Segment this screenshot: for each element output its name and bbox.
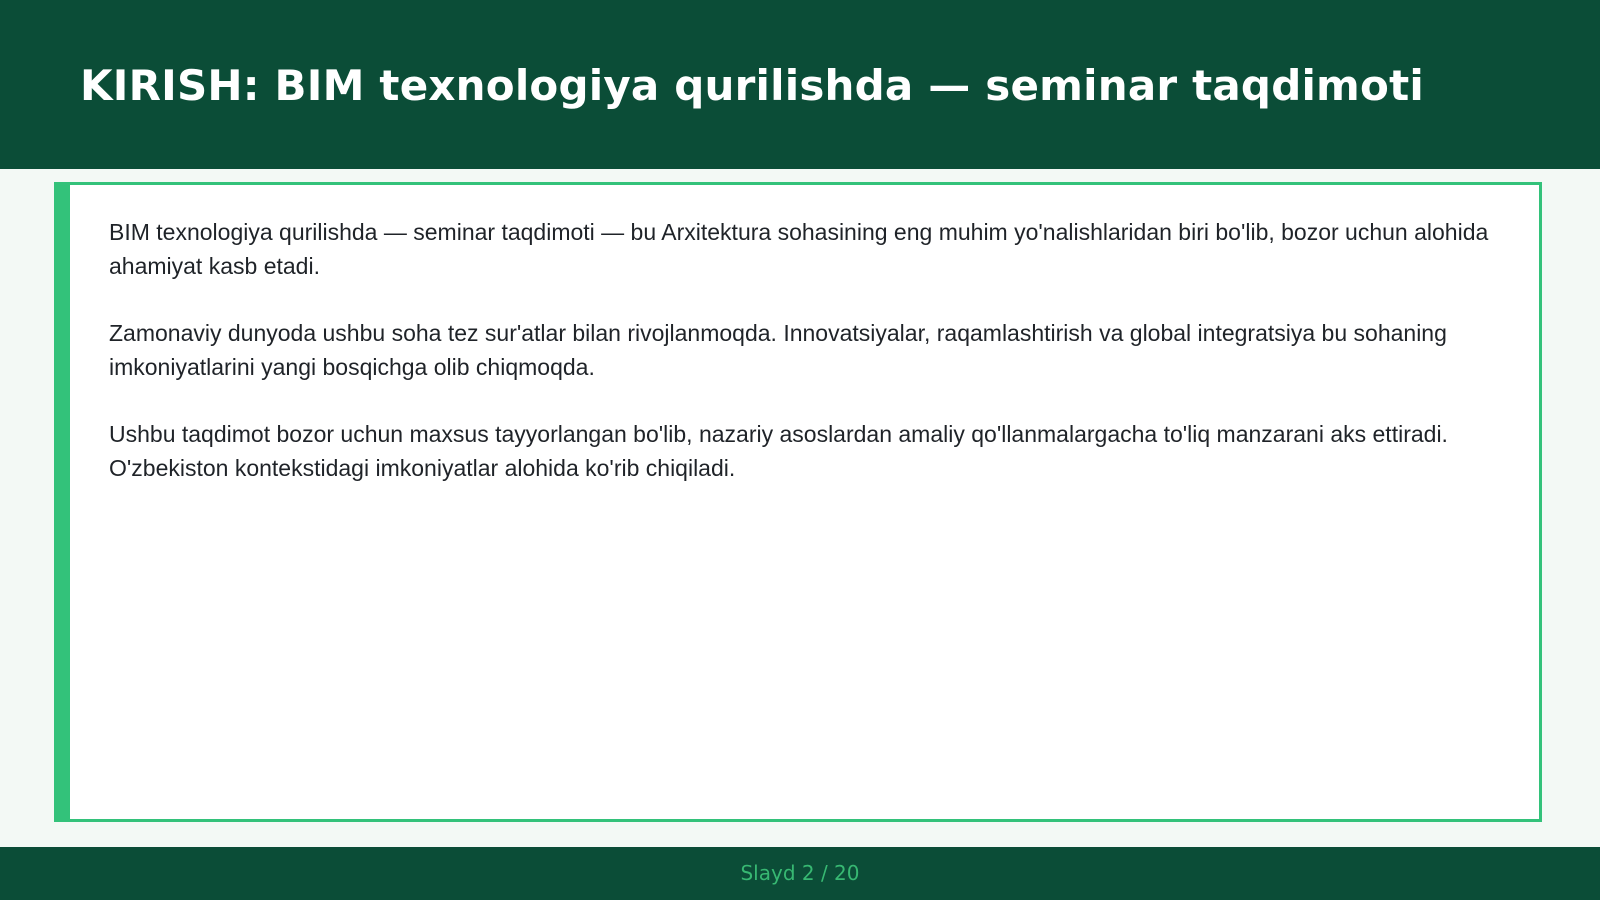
slide-counter: Slayd 2 / 20 [740,861,860,885]
slide-title: KIRISH: BIM texnologiya qurilishda — seminar taqdimoti [80,61,1424,110]
development-paragraph: Zamonaviy dunyoda ushbu soha tez sur'atlar bilan rivojlanmoqda. Innovatsiyalar, raqamlashtirish va global integratsiya bu sohaning imkoniyatlarini yangi bosqichga olib chiqmoqda. [109,320,1447,380]
intro-paragraph: BIM texnologiya qurilishda — seminar taqdimoti — bu Arxitektura sohasining eng muhim yo'nalishlaridan biri bo'lib, bozor uchun alohida ahamiyat kasb etadi. [109,219,1489,279]
presentation-purpose-paragraph: Ushbu taqdimot bozor uchun maxsus tayyorlangan bo'lib, nazariy asoslardan amaliy qo'llanmalargacha to'liq manzarani aks ettiradi. O'zbekiston kontekstidagi imkoniyatlar alohida ko'rib chiqiladi. [109,421,1448,481]
body-text [109,215,1489,518]
slide-header [0,0,1600,169]
slide-footer [0,847,1600,900]
content-card [54,182,1542,822]
